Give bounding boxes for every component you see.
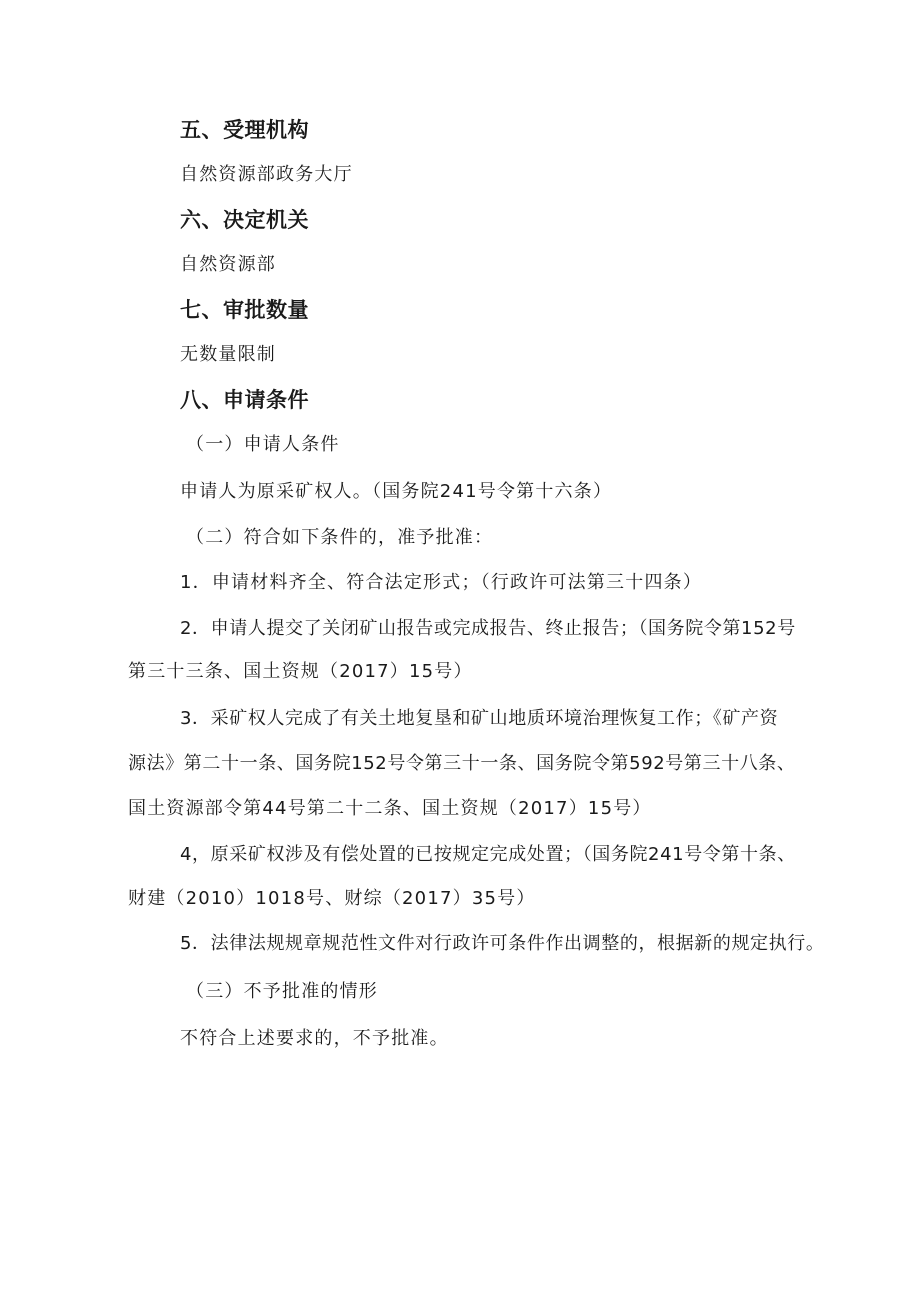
acceptance-agency-text: 自然资源部政务大厅 <box>180 164 353 185</box>
section-heading-approval-quantity: 七、审批数量 <box>180 298 309 322</box>
condition-item-1: 1．申请材料齐全、符合法定形式；（行政许可法第三十四条） <box>180 572 703 593</box>
subheading-applicant-conditions: （一）申请人条件 <box>186 434 340 455</box>
section-heading-application-conditions: 八、申请条件 <box>180 388 309 412</box>
condition-item-2-line-2: 第三十三条、国土资规（2017）15号） <box>128 661 473 682</box>
condition-item-5: 5．法律法规规章规范性文件对行政许可条件作出调整的，根据新的规定执行。 <box>180 933 825 954</box>
condition-item-4-line-2: 财建（2010）1018号、财综（2017）35号） <box>128 888 536 909</box>
subheading-rejection-cases: （三）不予批准的情形 <box>186 981 378 1002</box>
condition-item-3-line-3: 国土资源部令第44号第二十二条、国土资规（2017）15号） <box>128 798 652 819</box>
decision-authority-text: 自然资源部 <box>180 254 276 275</box>
condition-item-3-line-2: 源法》第二十一条、国务院152号令第三十一条、国务院令第592号第三十八条、 <box>128 753 796 774</box>
condition-item-2-line-1: 2．申请人提交了关闭矿山报告或完成报告、终止报告；（国务院令第152号 <box>180 618 796 639</box>
rejection-cases-text: 不符合上述要求的，不予批准。 <box>180 1028 449 1049</box>
applicant-conditions-text: 申请人为原采矿权人。（国务院241号令第十六条） <box>180 481 613 502</box>
condition-item-3-line-1: 3．采矿权人完成了有关土地复垦和矿山地质环境治理恢复工作；《矿产资 <box>180 708 779 729</box>
section-heading-decision-authority: 六、决定机关 <box>180 208 309 232</box>
subheading-approval-conditions: （二）符合如下条件的，准予批准： <box>186 527 494 548</box>
condition-item-4-line-1: 4，原采矿权涉及有偿处置的已按规定完成处置；（国务院241号令第十条、 <box>180 844 796 865</box>
section-heading-acceptance-agency: 五、受理机构 <box>180 118 309 142</box>
approval-quantity-text: 无数量限制 <box>180 344 276 365</box>
